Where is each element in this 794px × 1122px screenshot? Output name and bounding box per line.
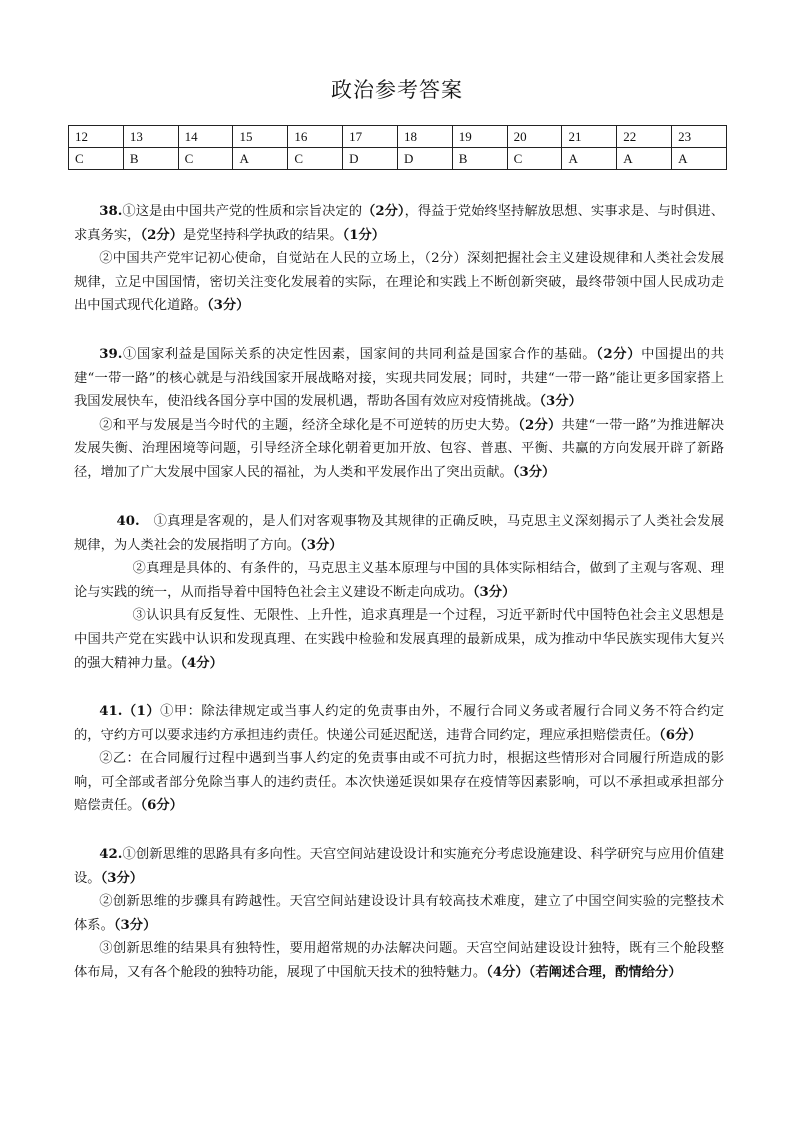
question-number: 41.（1）	[99, 704, 161, 719]
answer-39-point-2	[74, 414, 724, 485]
answer-cell: D	[343, 148, 398, 170]
answer-text: ②乙：在合同履行过程中遇到当事人约定的免责事由或不可抗力时，根据这些情形对合同履行所造成的影响，可全部或者部分免除当事人的违约责任。本次快递延误如果存在疫情等因素影响，可以不承担或承担部分赔偿责任。	[74, 751, 724, 814]
answer-text: 中国提出的共建“一带一路”的核心就是与沿线国家开展战略对接，实现共同发展；同时，共建“一带一路”能让更多国家搭上我国发展快车，使沿线各国分享中国的发展机遇，帮助各国有效应对疫情挑战。	[74, 347, 724, 410]
grading-note: （若阐述合理，酌情给分）	[528, 964, 682, 980]
answer-cell: C	[507, 148, 562, 170]
answer-text: 是党坚持科学执政的结果。	[182, 227, 343, 243]
answer-42	[74, 843, 724, 985]
answer-cell: A	[562, 148, 617, 170]
answer-text: ②真理是具体的、有条件的，马克思主义基本原理与中国的具体实际相结合，做到了主观与客观、理论与实践的统一，从而指导着中国特色社会主义建设不断走向成功。	[74, 561, 724, 600]
score-label: （3分）	[300, 537, 343, 553]
answer-text: ，得益于党始终坚持解放思想、实事求是、与时俱进、求真务实，	[74, 204, 724, 243]
score-label: （2分）	[140, 227, 183, 243]
answer-42-point-2	[74, 890, 724, 937]
score-label: （3分）	[512, 464, 556, 480]
score-label: （2分）	[362, 204, 405, 219]
question-number: 42.	[99, 847, 123, 862]
answer-cell: D	[397, 148, 452, 170]
score-label: （4分）	[486, 964, 529, 980]
question-number-cell: 20	[507, 126, 562, 148]
answer-39-point-1	[74, 343, 724, 414]
question-number-cell: 17	[343, 126, 398, 148]
answer-table	[68, 125, 727, 170]
answer-cell: B	[123, 148, 178, 170]
question-number-cell: 14	[178, 126, 233, 148]
answer-40-point-2	[74, 557, 724, 604]
answer-cell: C	[288, 148, 343, 170]
answer-text: ③认识具有反复性、无限性、上升性，追求真理是一个过程，习近平新时代中国特色社会主义思想是中国共产党在实践中认识和发现真理、在实践中检验和发展真理的最新成果，成为推动中华民族实现伟大复兴的强大精神力量。	[74, 608, 724, 671]
question-number-cell: 22	[617, 126, 672, 148]
score-label: （6分）	[659, 727, 702, 743]
score-label: （1分）	[342, 227, 386, 243]
score-label: （2分）	[596, 347, 642, 362]
answer-text: ①国家利益是国际关系的决定性因素，国家间的共同利益是国家合作的基础。	[122, 347, 597, 362]
answer-text: ②创新思维的步骤具有跨越性。天宫空间站建设设计具有较高技术难度，建立了中国空间实验的完整技术体系。	[74, 894, 724, 933]
answer-text: ①这是由中国共产党的性质和宗旨决定的	[122, 204, 363, 219]
question-number-cell: 19	[452, 126, 507, 148]
question-number-cell: 13	[123, 126, 178, 148]
answer-41-point-1	[74, 700, 724, 747]
answer-40-point-3	[74, 604, 724, 675]
answer-text: ③创新思维的结果具有独特性，要用超常规的办法解决问题。天宫空间站建设设计独特，既有三个舱段整体布局，又有各个舱段的独特功能，展现了中国航天技术的独特魅力。	[74, 941, 724, 980]
answer-40	[74, 510, 724, 675]
answer-text: ②中国共产党牢记初心使命，自觉站在人民的立场上，（2分）深刻把握社会主义建设规律和人类社会发展规律，立足中国国情，密切关注变化发展着的实际，在理论和实践上不断创新突破，最终带领中国人民成功走出中国式现代化道路。	[74, 251, 724, 314]
page-title: 政治参考答案	[331, 78, 463, 102]
answer-40-point-1	[74, 510, 724, 557]
answer-cell: A	[672, 148, 727, 170]
question-number: 38.	[99, 204, 123, 219]
answer-table-answers-row	[69, 148, 727, 170]
answer-text: ①真理是客观的，是人们对客观事物及其规律的正确反映，马克思主义深刻揭示了人类社会发展规律，为人类社会的发展指明了方向。	[74, 514, 725, 553]
answer-text: ②和平与发展是当今时代的主题，经济全球化是不可逆转的历史大势。	[99, 417, 519, 433]
answer-cell: B	[452, 148, 507, 170]
score-label: （2分）	[518, 417, 562, 433]
score-label: （4分）	[180, 655, 223, 671]
question-number-cell: 23	[672, 126, 727, 148]
answer-38-point-2	[74, 247, 724, 318]
score-label: （3分）	[206, 298, 250, 314]
answer-text: 共建“一带一路”为推进解决发展失衡、治理困境等问题，引导经济全球化朝着更加开放、包容、普惠、平衡、共赢的方向发展开辟了新路径，增加了广大发展中国家人民的福祉，为人类和平发展作出了突出贡献。	[74, 417, 724, 480]
answer-text: ①创新思维的思路具有多向性。天宫空间站建设设计和实施充分考虑设施建设、科学研究与应用价值建设。	[74, 847, 724, 886]
score-label: （3分）	[100, 870, 144, 886]
answer-38	[74, 200, 724, 318]
answer-cell: A	[617, 148, 672, 170]
answer-39	[74, 343, 724, 485]
answer-42-point-1	[74, 843, 724, 890]
score-label: （3分）	[113, 917, 157, 933]
question-number: 39.	[99, 347, 123, 362]
question-number-cell: 18	[397, 126, 452, 148]
answer-41	[74, 700, 724, 818]
question-number-cell: 16	[288, 126, 343, 148]
answer-38-point-1	[74, 200, 724, 247]
score-label: （6分）	[140, 798, 183, 814]
answer-cell: C	[178, 148, 233, 170]
answer-cell: A	[233, 148, 288, 170]
answer-41-point-2	[74, 747, 724, 818]
question-number: 40.	[116, 514, 140, 529]
question-number-cell: 12	[69, 126, 124, 148]
answer-42-point-3	[74, 937, 724, 984]
answer-table-numbers-row	[69, 126, 727, 148]
question-number-cell: 21	[562, 126, 617, 148]
answer-cell: C	[69, 148, 124, 170]
question-number-cell: 15	[233, 126, 288, 148]
score-label: （3分）	[472, 584, 516, 600]
score-label: （3分）	[539, 394, 582, 410]
answer-text: ①甲：除法律规定或当事人约定的免责事由外，不履行合同义务或者履行合同义务不符合约定的，守约方可以要求违约方承担违约责任。快递公司延迟配送，违背合同约定，理应承担赔偿责任。	[74, 704, 725, 743]
